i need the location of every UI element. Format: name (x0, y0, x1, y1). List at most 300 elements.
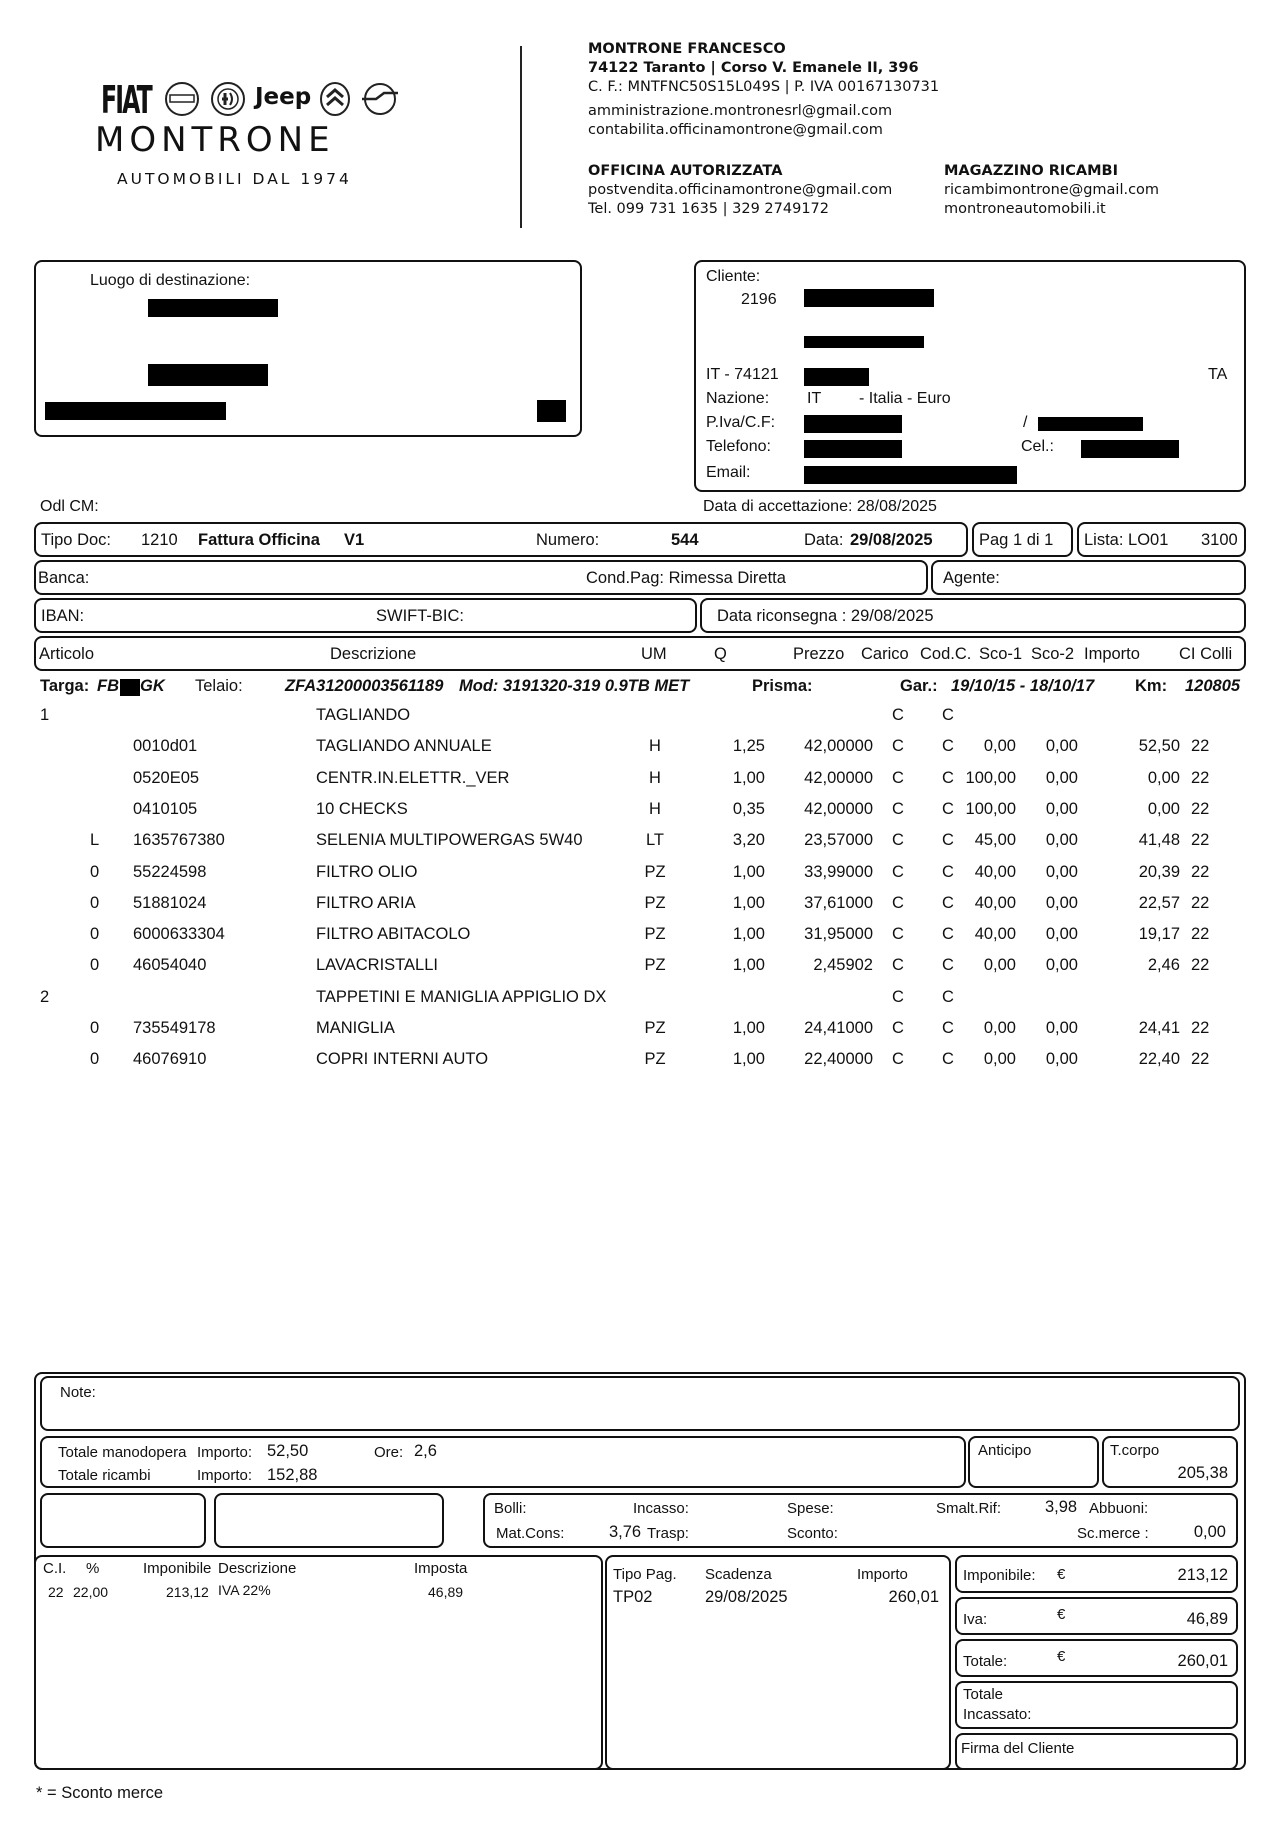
company-logo (95, 78, 455, 188)
riconsegna-label: Data riconsegna : (717, 607, 847, 625)
redacted-destination-province (537, 400, 566, 422)
riconsegna-value: 29/08/2025 (850, 607, 934, 625)
item-carico: C (892, 1050, 904, 1069)
item-code: 0010d01 (133, 737, 198, 756)
item-sco1: 0,00 (983, 737, 1016, 756)
item-q: 1,00 (732, 925, 765, 944)
totale-value: 260,01 (1177, 1652, 1228, 1670)
iva-row-imposta: 46,89 (428, 1584, 464, 1600)
item-num: 2 (40, 987, 50, 1006)
payment-importo: 260,01 (888, 1588, 939, 1606)
gar-value: 19/10/15 - 18/10/17 (951, 677, 1095, 695)
item-codc: C (942, 737, 954, 756)
doc-info-box (34, 522, 968, 557)
item-desc: FILTRO OLIO (316, 862, 418, 881)
targa-suffix: GK (140, 677, 165, 695)
item-um: PZ (644, 956, 666, 975)
imponibile-euro: € (1057, 1566, 1066, 1583)
item-um: PZ (644, 1019, 666, 1037)
item-desc: FILTRO ARIA (316, 893, 416, 912)
incassato-label-1: Totale (963, 1686, 1004, 1703)
redacted-client-cf (1038, 417, 1143, 431)
iva-row-pct: 22,00 (73, 1584, 109, 1600)
mod-value: 3191320-319 0.9TB MET (503, 677, 690, 695)
item-carico: C (892, 956, 904, 975)
item-sco1: 40,00 (974, 925, 1016, 944)
riconsegna-box (700, 598, 1246, 633)
client-piva-slash: / (1023, 414, 1028, 431)
item-um: PZ (644, 862, 666, 881)
item-row (0, 1019, 1280, 1046)
spese-label: Spese: (787, 1500, 834, 1517)
item-code: 735549178 (133, 1019, 216, 1037)
item-importo: 19,17 (1138, 925, 1180, 944)
totale-box (955, 1639, 1238, 1677)
col-carico: Carico (861, 645, 909, 663)
col-sco2: Sco-2 (1031, 645, 1075, 663)
firma-label: Firma del Cliente (961, 1740, 1075, 1757)
doc-type-name: Fattura Officina (198, 531, 320, 549)
officina-info (588, 162, 928, 219)
item-ci: 22 (1191, 893, 1210, 912)
item-desc: CENTR.IN.ELETTR._VER (316, 768, 510, 787)
item-sco2: 0,00 (1045, 1050, 1078, 1069)
item-codc: C (942, 1019, 954, 1037)
item-um: PZ (644, 1050, 666, 1069)
company-tagline: AUTOMOBILI DAL 1974 (117, 170, 352, 188)
item-carico: C (892, 925, 904, 944)
smalt-label: Smalt.Rif: (936, 1500, 1002, 1517)
client-province: TA (1208, 366, 1228, 383)
redacted-client-name (804, 289, 934, 307)
redacted-targa (120, 679, 140, 696)
item-desc: TAGLIANDO (316, 706, 411, 724)
col-articolo: Articolo (39, 645, 95, 663)
item-flag: 0 (90, 893, 100, 912)
item-sco1: 40,00 (974, 893, 1016, 912)
sconto-label: Sconto: (787, 1525, 838, 1542)
item-desc: LAVACRISTALLI (316, 956, 438, 975)
importo-label: Importo (857, 1566, 908, 1583)
iban-box (34, 598, 697, 633)
totale-label: Totale: (963, 1653, 1008, 1670)
iva-total-euro: € (1057, 1606, 1066, 1623)
item-code: 55224598 (133, 862, 207, 881)
anticipo-label: Anticipo (978, 1442, 1032, 1459)
item-code: 46054040 (133, 956, 207, 975)
item-prezzo: 31,95000 (804, 925, 873, 944)
payment-condition-label: Cond.Pag: (586, 569, 664, 587)
item-prezzo: 23,57000 (804, 831, 873, 850)
km-value: 120805 (1185, 677, 1241, 695)
item-carico: C (892, 768, 904, 787)
item-flag: L (90, 831, 100, 850)
item-row (0, 1050, 1280, 1077)
lista-box (1077, 522, 1246, 557)
iva-header-ci: C.I. (43, 1560, 67, 1577)
jeep-logo: Jeep (255, 84, 312, 110)
incasso-label: Incasso: (633, 1500, 689, 1517)
totale-euro: € (1057, 1648, 1066, 1665)
item-code: 6000633304 (133, 925, 225, 944)
item-prezzo: 2,45902 (813, 956, 873, 975)
firma-box (955, 1733, 1238, 1770)
iva-total-value: 46,89 (1186, 1610, 1228, 1628)
item-num: 1 (40, 706, 50, 724)
item-q: 1,00 (732, 893, 765, 912)
client-nazione-code: IT (807, 390, 822, 407)
scadenza-label: Scadenza (705, 1566, 772, 1583)
item-codc: C (942, 768, 954, 787)
smalt-value: 3,98 (1045, 1498, 1078, 1516)
doc-type-label: Tipo Doc: (41, 531, 111, 549)
notes-label: Note: (60, 1384, 96, 1401)
magazzino-title: MAGAZZINO RICAMBI (944, 163, 1119, 179)
item-sco2: 0,00 (1045, 925, 1078, 944)
client-tel-label: Telefono: (706, 438, 771, 455)
item-carico: C (892, 1019, 904, 1037)
bolli-label: Bolli: (494, 1500, 527, 1517)
redacted-client-email (804, 466, 1017, 484)
tcorpo-label: T.corpo (1110, 1442, 1160, 1459)
item-flag: 0 (90, 862, 100, 881)
payment-box (605, 1555, 951, 1770)
doc-date-label: Data: (804, 531, 844, 549)
item-sco1: 45,00 (974, 831, 1016, 850)
iban-label: IBAN: (41, 607, 85, 625)
item-importo: 22,57 (1138, 893, 1180, 912)
doc-date: 29/08/2025 (850, 531, 933, 549)
redacted-client-cel (1081, 440, 1179, 458)
redacted-destination-address (148, 364, 268, 386)
item-um: PZ (644, 893, 666, 912)
item-um: PZ (644, 925, 666, 944)
fiat-logo: FIAT (101, 78, 151, 122)
banca-label: Banca: (38, 569, 90, 587)
item-q: 1,00 (732, 1050, 765, 1069)
page-indicator-box (972, 522, 1073, 557)
col-q: Q (714, 645, 727, 663)
item-q: 1,00 (732, 768, 765, 787)
header-divider (520, 46, 522, 228)
item-prezzo: 33,99000 (804, 862, 873, 881)
item-prezzo: 42,00000 (804, 737, 873, 756)
col-descrizione: Descrizione (330, 645, 417, 663)
company-email-admin: amministrazione.montronesrl@gmail.com (588, 103, 893, 119)
item-sco1: 0,00 (983, 1019, 1016, 1037)
item-code: 0520E05 (133, 768, 200, 787)
item-prezzo: 42,00000 (804, 768, 873, 787)
item-desc: FILTRO ABITACOLO (316, 925, 471, 944)
item-ci: 22 (1191, 737, 1210, 756)
item-desc: TAPPETINI E MANIGLIA APPIGLIO DX (316, 987, 607, 1006)
col-um: UM (641, 645, 667, 663)
item-sco2: 0,00 (1045, 768, 1078, 787)
iva-row-imponibile: 213,12 (166, 1584, 209, 1600)
item-sco2: 0,00 (1045, 1019, 1078, 1037)
km-label: Km: (1135, 677, 1168, 695)
company-address: 74122 Taranto | Corso V. Emanele II, 396 (588, 60, 919, 76)
lancia-logo-icon (163, 80, 201, 118)
iva-header-descrizione: Descrizione (218, 1560, 297, 1577)
item-row (0, 831, 1280, 858)
iva-header-imponibile: Imponibile (143, 1560, 212, 1577)
item-row (0, 800, 1280, 827)
item-importo: 52,50 (1138, 737, 1180, 756)
redacted-destination-city (45, 402, 226, 420)
item-ci: 22 (1191, 862, 1210, 881)
item-sco2: 0,00 (1045, 799, 1078, 818)
item-q: 1,00 (732, 862, 765, 881)
item-row (0, 956, 1280, 983)
item-desc: COPRI INTERNI AUTO (316, 1050, 489, 1069)
item-prezzo: 24,41000 (804, 1019, 873, 1037)
manodopera-importo-label: Importo: (197, 1444, 253, 1461)
item-sco2: 0,00 (1045, 831, 1078, 850)
lista-label: Lista: LO01 (1084, 531, 1169, 549)
acceptance-value: 28/08/2025 (856, 498, 937, 515)
telaio-value: ZFA31200003561189 (285, 677, 444, 695)
ore-label: Ore: (374, 1444, 404, 1461)
iva-row-descrizione: IVA 22% (218, 1582, 271, 1598)
client-nazione-value: - Italia - Euro (859, 390, 951, 407)
ricambi-importo: 152,88 (267, 1466, 318, 1484)
matcons-value: 3,76 (609, 1523, 642, 1541)
item-prezzo: 22,40000 (804, 1050, 873, 1069)
agente-box (931, 560, 1246, 595)
ore-value: 2,6 (414, 1442, 437, 1460)
item-code: 46076910 (133, 1050, 207, 1069)
imponibile-label: Imponibile: (963, 1567, 1036, 1584)
item-importo: 20,39 (1138, 862, 1180, 881)
payment-condition (586, 569, 786, 588)
item-codc: C (942, 925, 954, 944)
item-desc: MANIGLIA (316, 1019, 395, 1037)
item-ci: 22 (1191, 768, 1210, 787)
company-fiscal: C. F.: MNTFNC50S15L049S | P. IVA 00167130731 (588, 79, 940, 95)
iva-header-imposta: Imposta (414, 1560, 468, 1577)
iva-header-pct: % (86, 1560, 100, 1577)
tipopag-label: Tipo Pag. (613, 1566, 677, 1583)
item-q: 1,00 (732, 956, 765, 975)
item-flag: 0 (90, 1050, 100, 1069)
item-desc: SELENIA MULTIPOWERGAS 5W40 (316, 831, 583, 850)
item-group-row (0, 988, 1280, 1015)
item-code: 51881024 (133, 893, 207, 912)
item-group-row (0, 706, 1280, 733)
item-importo: 22,40 (1138, 1050, 1180, 1069)
swift-label: SWIFT-BIC: (376, 607, 464, 625)
item-importo: 0,00 (1147, 768, 1180, 787)
item-row (0, 769, 1280, 796)
totals-summary-box (40, 1436, 966, 1488)
destination-label: Luogo di destinazione: (90, 272, 251, 289)
item-importo: 2,46 (1147, 956, 1180, 975)
company-info (588, 40, 1268, 140)
item-desc: TAGLIANDO ANNUALE (316, 737, 492, 756)
scadenza-value: 29/08/2025 (705, 1588, 788, 1606)
vehicle-info (0, 677, 1280, 701)
charges-box (483, 1493, 1238, 1548)
abbuoni-label: Abbuoni: (1089, 1500, 1149, 1517)
redacted-client-street (804, 336, 924, 348)
col-prezzo: Prezzo (793, 645, 845, 663)
redacted-client-tel (804, 440, 902, 458)
scmerce-label: Sc.merce : (1077, 1525, 1149, 1542)
doc-type-code: 1210 (141, 531, 178, 549)
item-codc: C (942, 862, 954, 881)
empty-box-1 (40, 1493, 206, 1548)
item-um: H (649, 799, 661, 818)
item-flag: 0 (90, 925, 100, 944)
item-code: 1635767380 (133, 831, 225, 850)
lista-value: 3100 (1201, 531, 1238, 549)
client-code: 2196 (741, 291, 777, 308)
officina-tel: Tel. 099 731 1635 | 329 2749172 (588, 201, 829, 217)
incassato-label-2: Incassato: (963, 1706, 1032, 1723)
item-importo: 41,48 (1138, 831, 1180, 850)
item-ci: 22 (1191, 1019, 1210, 1037)
agente-label: Agente: (943, 569, 1000, 587)
item-codc: C (942, 893, 954, 912)
item-sco2: 0,00 (1045, 862, 1078, 881)
manodopera-label: Totale manodopera (58, 1444, 187, 1461)
item-q: 1,00 (732, 1019, 765, 1037)
imponibile-value: 213,12 (1177, 1566, 1228, 1584)
item-carico: C (892, 893, 904, 912)
opel-logo-icon (360, 80, 400, 118)
officina-email: postvendita.officinamontrone@gmail.com (588, 182, 893, 198)
item-sco2: 0,00 (1045, 956, 1078, 975)
tcorpo-value: 205,38 (1177, 1464, 1228, 1482)
col-codc: Cod.C. (920, 645, 972, 663)
item-desc: 10 CHECKS (316, 799, 408, 818)
item-row (0, 925, 1280, 952)
iva-row-ci: 22 (48, 1584, 64, 1600)
item-carico: C (892, 987, 904, 1006)
redacted-destination-name (148, 299, 278, 317)
item-code: 0410105 (133, 799, 198, 818)
redacted-client-city (804, 368, 869, 386)
item-codc: C (942, 706, 954, 724)
item-q: 1,25 (732, 737, 765, 756)
item-importo: 0,00 (1147, 799, 1180, 818)
col-importo: Importo (1084, 645, 1140, 663)
item-importo: 24,41 (1138, 1019, 1180, 1037)
item-ci: 22 (1191, 956, 1210, 975)
payment-condition-value: Rimessa Diretta (668, 569, 786, 587)
item-q: 3,20 (732, 831, 765, 850)
items-list (0, 706, 1280, 1086)
item-codc: C (942, 956, 954, 975)
client-email-label: Email: (706, 464, 751, 481)
item-um: H (649, 768, 661, 787)
item-ci: 22 (1191, 925, 1210, 944)
item-flag: 0 (90, 1019, 100, 1037)
empty-box-2 (214, 1493, 444, 1548)
client-piva-label: P.Iva/C.F: (706, 414, 776, 431)
tipopag-value: TP02 (613, 1588, 653, 1606)
item-codc: C (942, 831, 954, 850)
item-flag: 0 (90, 956, 100, 975)
matcons-label: Mat.Cons: (496, 1525, 565, 1542)
item-row (0, 863, 1280, 890)
scmerce-value: 0,00 (1193, 1523, 1226, 1541)
item-um: LT (645, 831, 665, 850)
magazzino-website: montroneautomobili.it (944, 201, 1106, 217)
item-sco2: 0,00 (1045, 893, 1078, 912)
item-carico: C (892, 799, 904, 818)
client-cap: IT - 74121 (706, 366, 779, 383)
anticipo-box (968, 1436, 1099, 1488)
item-sco1: 100,00 (965, 799, 1016, 818)
client-cel-label: Cel.: (1021, 438, 1054, 455)
item-sco1: 0,00 (983, 1050, 1016, 1069)
incassato-box (955, 1681, 1238, 1729)
ricambi-label: Totale ricambi (58, 1467, 151, 1484)
tcorpo-box (1102, 1436, 1238, 1488)
item-codc: C (942, 1050, 954, 1069)
item-carico: C (892, 706, 904, 724)
page-indicator: Pag 1 di 1 (979, 531, 1054, 549)
item-codc: C (942, 799, 954, 818)
targa-label: Targa: (40, 677, 90, 695)
banca-box (34, 560, 928, 595)
item-carico: C (892, 831, 904, 850)
item-row (0, 894, 1280, 921)
iva-summary-box (34, 1555, 603, 1770)
doc-number: 544 (671, 531, 699, 549)
items-column-header (34, 636, 1246, 671)
iva-total-label: Iva: (963, 1611, 988, 1628)
company-wordmark: MONTRONE (95, 120, 335, 160)
item-sco2: 0,00 (1045, 737, 1078, 756)
col-sco1: Sco-1 (979, 645, 1023, 663)
notes-box (40, 1376, 1240, 1431)
item-um: H (649, 737, 661, 756)
doc-version: V1 (344, 531, 365, 549)
destination-box (34, 260, 582, 437)
acceptance-date (703, 498, 937, 516)
alfa-romeo-logo-icon (209, 80, 247, 118)
item-ci: 22 (1191, 799, 1210, 818)
item-row (0, 737, 1280, 764)
ricambi-importo-label: Importo: (197, 1467, 253, 1484)
telaio-label: Telaio: (195, 677, 243, 695)
magazzino-info (944, 162, 1264, 219)
col-ci-colli: CI Colli (1179, 645, 1233, 663)
item-q: 0,35 (732, 799, 765, 818)
item-ci: 22 (1191, 1050, 1210, 1069)
citroen-logo-icon (317, 80, 353, 118)
gar-label: Gar.: (900, 677, 938, 695)
iva-total-box (955, 1597, 1238, 1635)
item-ci: 22 (1191, 831, 1210, 850)
item-sco1: 40,00 (974, 862, 1016, 881)
odl-label: Odl CM: (40, 498, 99, 515)
acceptance-label: Data di accettazione: (703, 498, 853, 515)
item-carico: C (892, 737, 904, 756)
manodopera-importo: 52,50 (267, 1442, 309, 1460)
prisma-label: Prisma: (752, 677, 813, 695)
imponibile-box (955, 1555, 1238, 1593)
trasp-label: Trasp: (647, 1525, 689, 1542)
item-sco1: 0,00 (983, 956, 1016, 975)
client-box (694, 260, 1246, 492)
doc-number-label: Numero: (536, 531, 600, 549)
company-email-accounting: contabilita.officinamontrone@gmail.com (588, 122, 883, 138)
item-codc: C (942, 987, 954, 1006)
